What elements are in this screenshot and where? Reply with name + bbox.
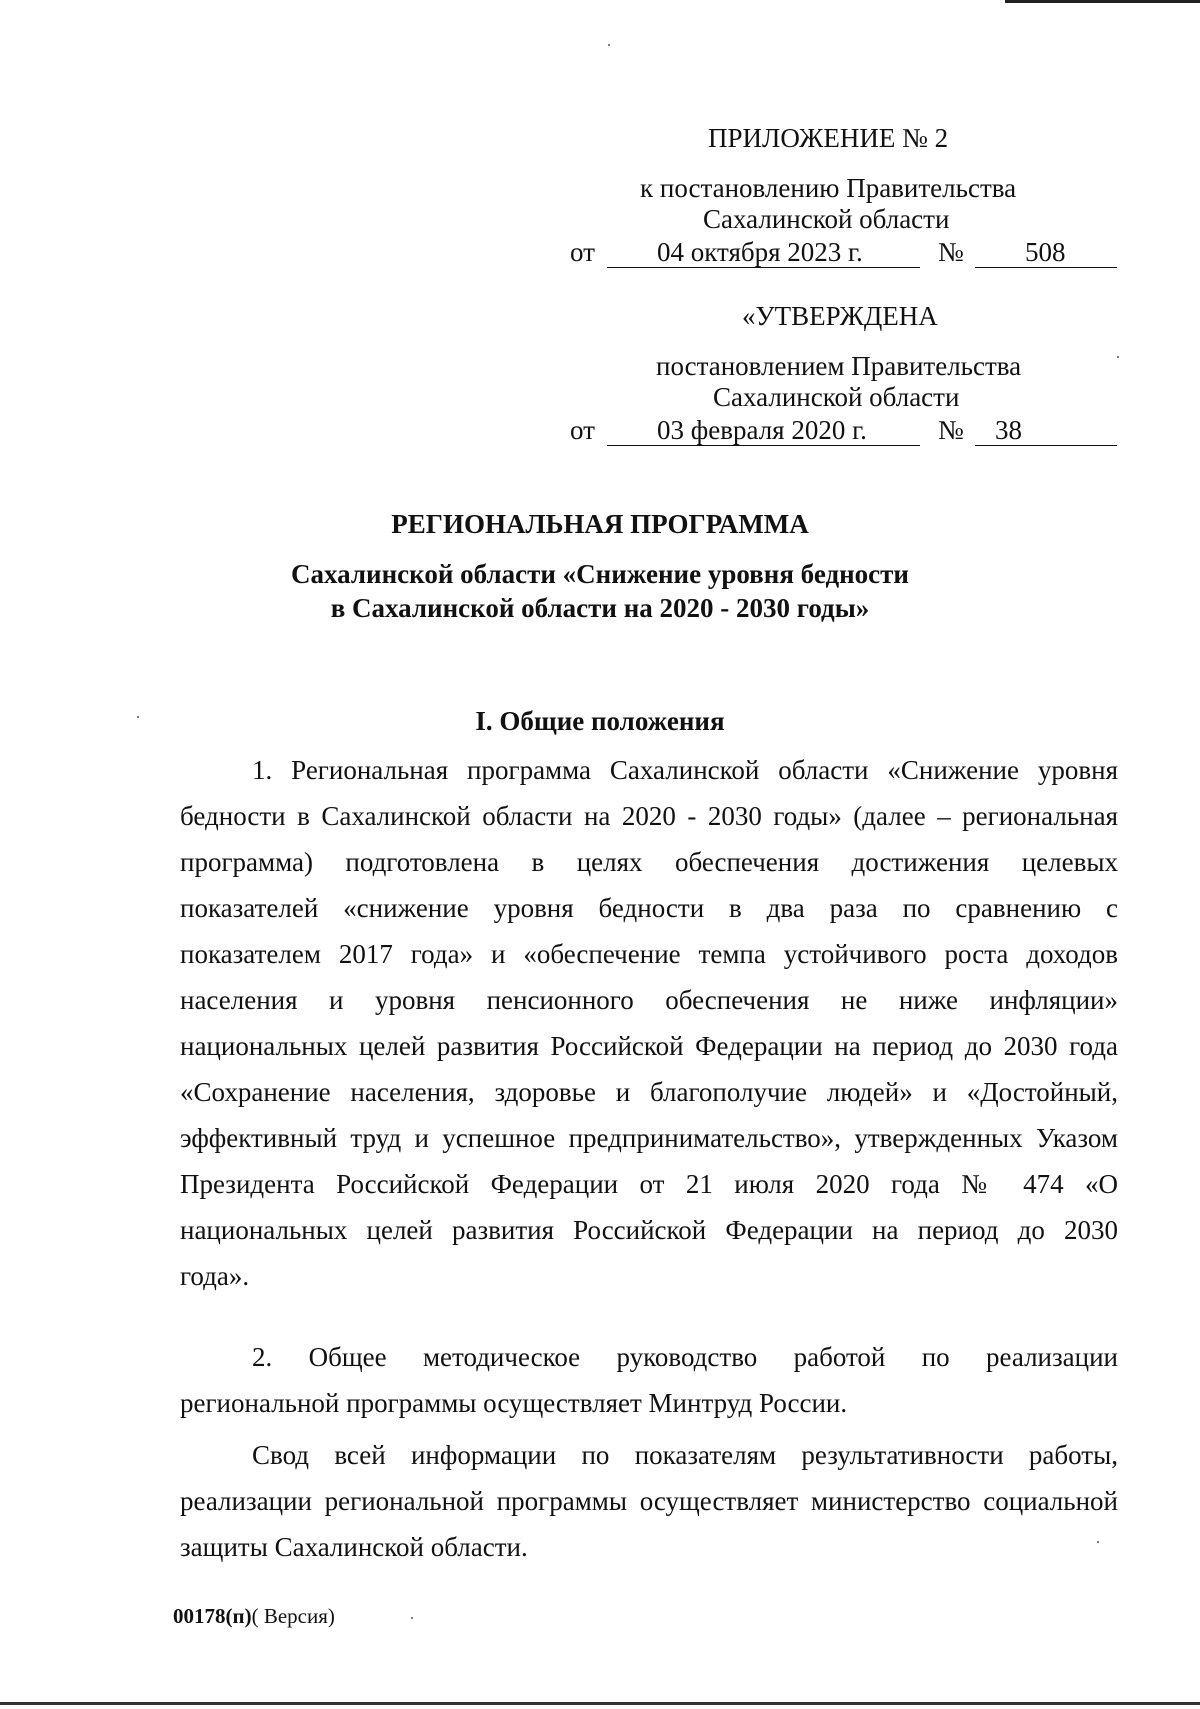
appendix-title: ПРИЛОЖЕНИЕ № 2 xyxy=(708,123,949,153)
paragraph-line: года». xyxy=(180,1261,250,1291)
document-footer xyxy=(173,1604,335,1629)
paragraph-line: Свод всей информации по показателям результативности работы, xyxy=(252,1440,1118,1470)
appendix-from-label: от xyxy=(570,237,595,267)
approved-date: 03 февраля 2020 г. xyxy=(657,415,867,445)
appendix-date: 04 октября 2023 г. xyxy=(657,237,863,267)
approved-number: 38 xyxy=(995,415,1022,445)
program-subheading-2: в Сахалинской области на 2020 - 2030 годы» xyxy=(330,593,870,623)
paragraph-line: населения и уровня пенсионного обеспечения не ниже инфляции» xyxy=(180,985,1118,1015)
paragraph-line: защиты Сахалинской области. xyxy=(180,1532,528,1562)
paragraph-line: показателей «снижение уровня бедности в два раза по сравнению с xyxy=(180,893,1118,923)
section-title: I. Общие положения xyxy=(475,706,725,736)
approved-number-label: № xyxy=(938,415,964,445)
paragraph-line: Президента Российской Федерации от 21 июля 2020 года № 474 «О xyxy=(180,1169,1118,1199)
approved-line2: Сахалинской области xyxy=(713,382,960,412)
paragraph-2 xyxy=(180,1334,1118,1426)
approved-date-field xyxy=(607,415,920,446)
appendix-line1: к постановлению Правительства xyxy=(640,173,1017,203)
paragraph-line: национальных целей развития Российской Федерации на период до 2030 xyxy=(180,1215,1118,1245)
document-version: ( Версия) xyxy=(251,1604,335,1628)
paragraph-3 xyxy=(180,1432,1118,1570)
appendix-date-field xyxy=(607,237,920,268)
scan-speck xyxy=(137,716,139,718)
appendix-number-label: № xyxy=(938,237,964,267)
approved-from-label: от xyxy=(570,415,595,445)
scan-speck xyxy=(608,44,610,46)
paragraph-line: 2. Общее методическое руководство работой по реализации xyxy=(252,1342,1118,1372)
scan-speck xyxy=(1117,356,1119,358)
document-code: 00178(п) xyxy=(173,1604,252,1628)
scan-edge-line xyxy=(1005,0,1200,3)
appendix-line2: Сахалинской области xyxy=(703,204,950,234)
paragraph-1 xyxy=(180,747,1118,1299)
paragraph-line: эффективный труд и успешное предпринимательство», утвержденных Указом xyxy=(180,1123,1118,1153)
scan-speck xyxy=(411,1617,413,1619)
paragraph-line: программа) подготовлена в целях обеспечения достижения целевых xyxy=(180,847,1118,877)
paragraph-line: показателем 2017 года» и «обеспечение темпа устойчивого роста доходов xyxy=(180,939,1118,969)
paragraph-line: национальных целей развития Российской Федерации на период до 2030 года xyxy=(180,1031,1118,1061)
approved-line1: постановлением Правительства xyxy=(656,351,1022,381)
approved-number-field xyxy=(975,415,1117,446)
scan-edge-line xyxy=(0,1702,1200,1705)
appendix-number: 508 xyxy=(1025,237,1066,267)
paragraph-line: реализации региональной программы осуществляет министерство социальной xyxy=(180,1486,1118,1516)
appendix-number-field xyxy=(975,237,1117,268)
paragraph-line: «Сохранение населения, здоровье и благополучие людей» и «Достойный, xyxy=(180,1077,1118,1107)
program-heading: РЕГИОНАЛЬНАЯ ПРОГРАММА xyxy=(391,509,809,539)
paragraph-line: региональной программы осуществляет Минтруд России. xyxy=(180,1388,848,1418)
program-subheading-1: Сахалинской области «Снижение уровня бедности xyxy=(291,559,909,589)
scan-speck xyxy=(1097,1541,1099,1543)
paragraph-line: бедности в Сахалинской области на 2020 - 2030 годы» (далее – региональная xyxy=(180,801,1118,831)
approved-title: «УТВЕРЖДЕНА xyxy=(742,301,938,331)
paragraph-line: 1. Региональная программа Сахалинской области «Снижение уровня xyxy=(252,755,1118,785)
